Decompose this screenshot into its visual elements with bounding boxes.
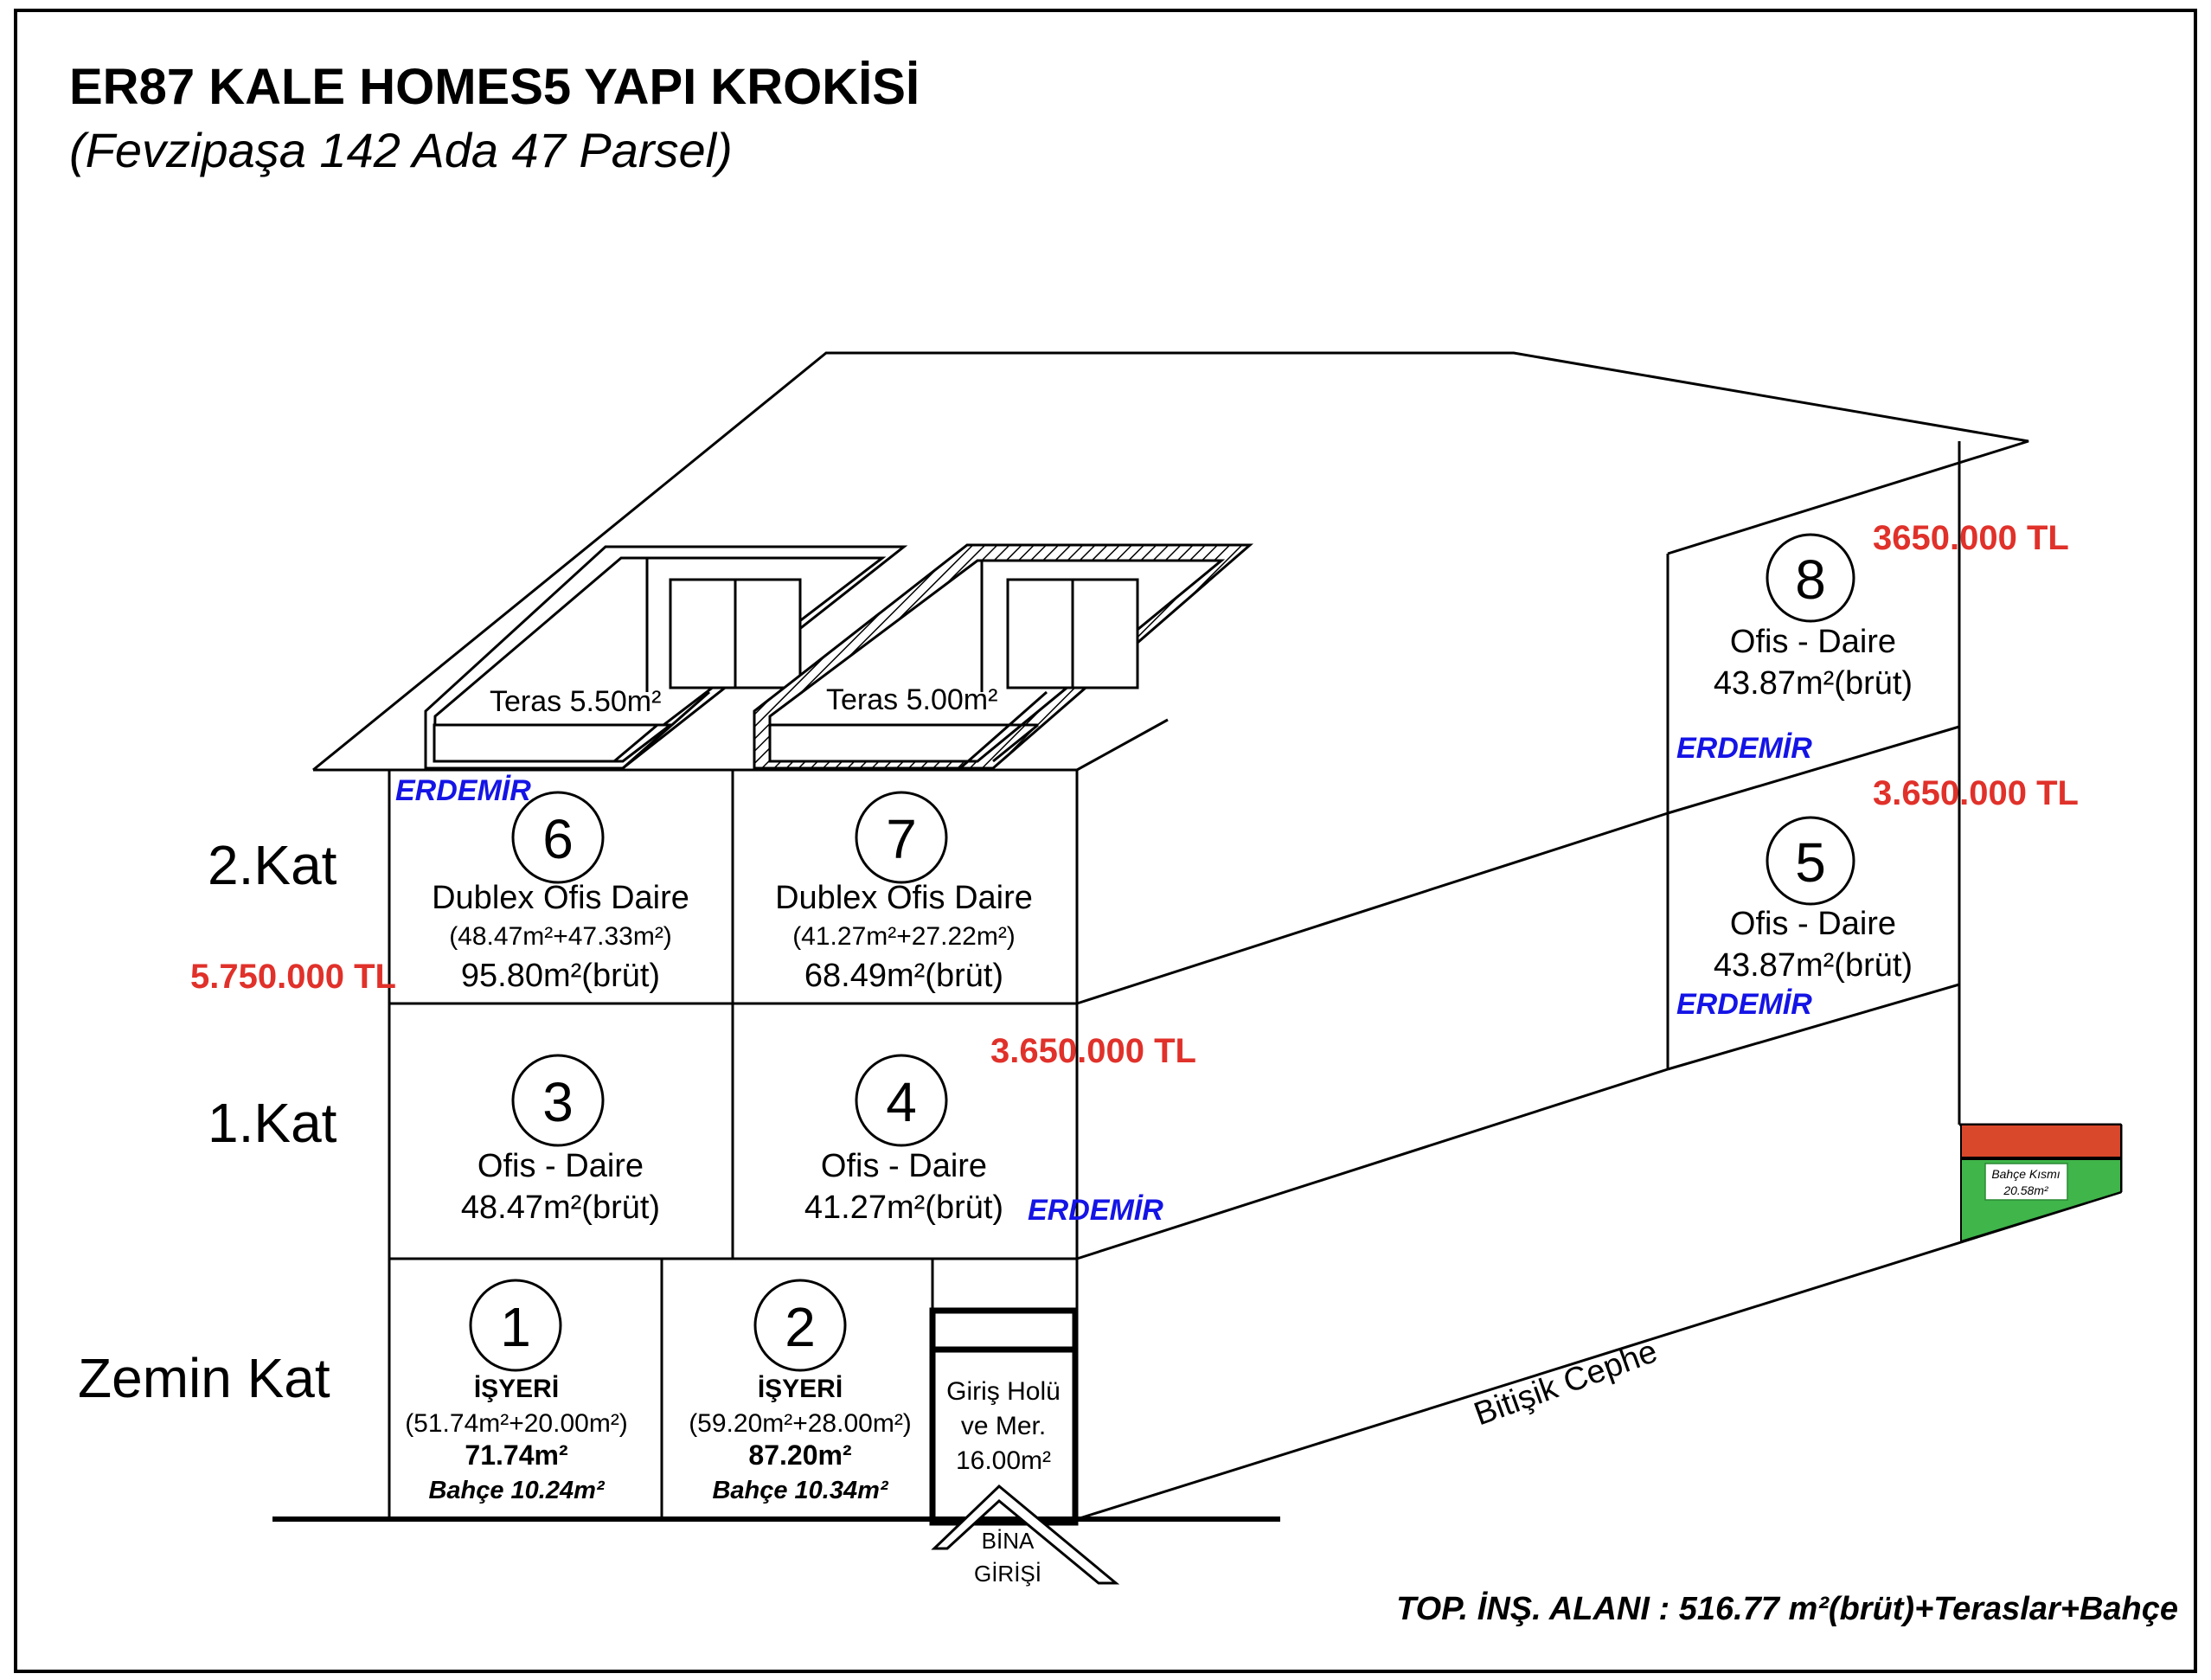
unit-8-type: Ofis - Daire bbox=[1729, 624, 1897, 660]
unit-1 bbox=[405, 1280, 628, 1504]
price-unit-8: 3650.000 TL bbox=[1873, 519, 2069, 557]
unit-4 bbox=[804, 1055, 1003, 1226]
unit-3-number: 3 bbox=[542, 1071, 574, 1133]
unit-8-number: 8 bbox=[1795, 548, 1826, 611]
unit-2-garden: Bahçe 10.34m² bbox=[712, 1477, 888, 1504]
unit-1-garden: Bahçe 10.24m² bbox=[428, 1477, 605, 1504]
page-subtitle: (Fevzipaşa 142 Ada 47 Parsel) bbox=[69, 123, 733, 177]
total-construction-area: TOP. İNŞ. ALANI : 516.77 m²(brüt)+Teraslar+Bahçe bbox=[1396, 1591, 2178, 1627]
brand-stamp-8: ERDEMİR bbox=[1676, 732, 1812, 765]
unit-3-type: Ofis - Daire bbox=[477, 1148, 644, 1184]
unit-7-area: 68.49m²(brüt) bbox=[804, 958, 1004, 994]
unit-1-number: 1 bbox=[500, 1296, 531, 1358]
lobby-area: 16.00m² bbox=[955, 1446, 1052, 1475]
terrace-left-label: Teras 5.50m² bbox=[490, 685, 662, 718]
floor-label-2: 2.Kat bbox=[208, 834, 337, 896]
lobby-line-1: Giriş Holü bbox=[946, 1377, 1061, 1406]
garden-part-label-2: 20.58m² bbox=[2003, 1183, 2048, 1197]
price-unit-6: 5.750.000 TL bbox=[190, 958, 396, 996]
unit-6-type: Dublex Ofis Daire bbox=[432, 880, 689, 916]
unit-2 bbox=[689, 1280, 912, 1504]
unit-6-detail: (48.47m²+47.33m²) bbox=[449, 922, 672, 951]
price-unit-5: 3.650.000 TL bbox=[1873, 774, 2079, 812]
unit-5-type: Ofis - Daire bbox=[1729, 906, 1897, 942]
unit-6-area: 95.80m²(brüt) bbox=[460, 958, 661, 994]
unit-5 bbox=[1714, 818, 1913, 984]
entrance-label-2: GİRİŞİ bbox=[973, 1561, 1042, 1587]
floor-label-ground: Zemin Kat bbox=[78, 1347, 330, 1409]
unit-2-detail: (59.20m²+28.00m²) bbox=[689, 1409, 912, 1438]
unit-3-area: 48.47m²(brüt) bbox=[460, 1189, 661, 1226]
lobby-line-2: ve Mer. bbox=[960, 1412, 1047, 1440]
unit-8-area: 43.87m²(brüt) bbox=[1713, 665, 1913, 702]
unit-4-number: 4 bbox=[886, 1071, 917, 1133]
terrace-right-label: Teras 5.00m² bbox=[826, 683, 998, 716]
unit-4-type: Ofis - Daire bbox=[820, 1148, 988, 1184]
page-title: ER87 KALE HOMES5 YAPI KROKİSİ bbox=[69, 59, 920, 115]
lobby bbox=[946, 1377, 1061, 1475]
unit-3 bbox=[461, 1055, 660, 1226]
unit-1-type: İŞYERİ bbox=[473, 1375, 560, 1403]
floor-label-1: 1.Kat bbox=[208, 1092, 337, 1154]
unit-7 bbox=[775, 792, 1033, 994]
unit-8 bbox=[1714, 535, 1913, 702]
brand-stamp-5: ERDEMİR bbox=[1676, 988, 1812, 1021]
unit-5-area: 43.87m²(brüt) bbox=[1713, 947, 1913, 984]
page-border bbox=[16, 10, 2195, 1671]
entrance-label-1: BİNA bbox=[981, 1528, 1035, 1554]
unit-2-number: 2 bbox=[785, 1296, 816, 1358]
brand-stamp-6: ERDEMİR bbox=[395, 774, 531, 807]
unit-1-area: 71.74m² bbox=[465, 1440, 568, 1471]
unit-4-area: 41.27m²(brüt) bbox=[804, 1189, 1004, 1226]
unit-2-type: İŞYERİ bbox=[757, 1375, 843, 1403]
unit-7-type: Dublex Ofis Daire bbox=[775, 880, 1033, 916]
price-unit-4: 3.650.000 TL bbox=[990, 1032, 1196, 1070]
unit-2-area: 87.20m² bbox=[748, 1440, 852, 1471]
unit-5-number: 5 bbox=[1795, 831, 1826, 894]
garden-part-label-1: Bahçe Kısmı bbox=[1991, 1167, 2060, 1181]
side-facade-label: Bitişik Cephe bbox=[1469, 1333, 1663, 1433]
unit-7-detail: (41.27m²+27.22m²) bbox=[792, 922, 1016, 951]
unit-7-number: 7 bbox=[886, 808, 917, 870]
unit-6 bbox=[432, 792, 689, 994]
brand-stamp-4: ERDEMİR bbox=[1028, 1194, 1163, 1227]
unit-1-detail: (51.74m²+20.00m²) bbox=[405, 1409, 628, 1438]
unit-6-number: 6 bbox=[542, 808, 574, 870]
